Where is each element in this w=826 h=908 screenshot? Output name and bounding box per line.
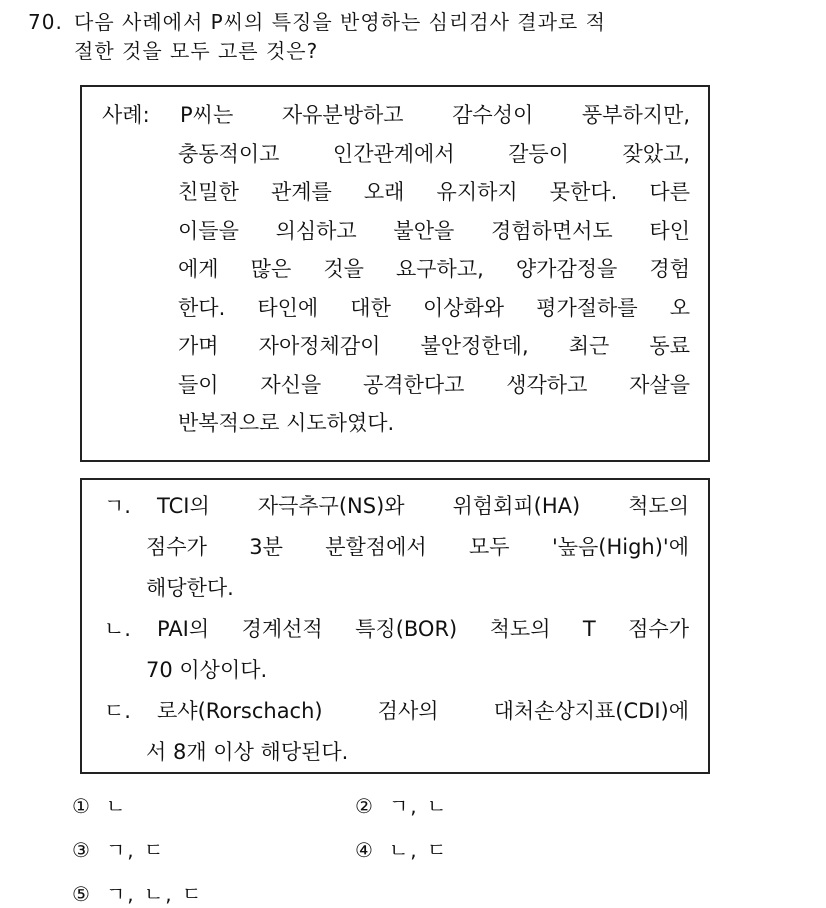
answer-choice-2[interactable] [355,792,448,820]
case-text-line: 들이 자신을 공격한다고 생각하고 자살을 [178,372,690,397]
choice-text: ㄴ, ㄷ [388,838,449,862]
statements-box [80,478,710,774]
case-text-line: 이들을 의심하고 불안을 경험하면서도 타인 [178,218,690,243]
case-text-line: 반복적으로 시도하였다. [178,411,395,435]
answer-choice-1[interactable] [72,792,127,820]
case-text-line: 가며 자아정체감이 불안정한데, 최근 동료 [178,334,690,358]
case-text-line: 한다. 타인에 대한 이상화와 평가절하를 오 [178,295,690,320]
choice-text: ㄱ, ㄴ [388,794,449,818]
statement-text-line: 점수가 3분 분할점에서 모두 '높음(High)'에 [146,535,689,559]
statement-text-line: 로샤(Rorschach) 검사의 대처손상지표(CDI)에 [157,699,689,723]
statement-text-line: TCI의 자극추구(NS)와 위험회피(HA) 척도의 [157,494,689,518]
statement-marker: ㄷ. [104,699,131,723]
case-label: 사례: [102,103,150,127]
choice-number: ① [72,794,92,818]
case-text-line: 에게 많은 것을 요구하고, 양가감정을 경험 [178,257,690,281]
choice-number: ④ [355,838,375,862]
case-text-line: 친밀한 관계를 오래 유지하지 못한다. 다른 [178,180,690,204]
question-text-line: 절한 것을 모두 고른 것은? [74,39,319,63]
statement-marker: ㄴ. [104,617,131,641]
question-number: 70. [28,10,63,34]
choice-text: ㄱ, ㄷ [105,838,166,862]
choice-number: ⑤ [72,882,92,906]
statement-text-line: 서 8개 이상 해당된다. [146,740,349,764]
choice-number: ② [355,794,375,818]
case-text-line: P씨는 자유분방하고 감수성이 풍부하지만, [180,103,690,127]
choice-number: ③ [72,838,92,862]
case-text-line: 충동적이고 인간관계에서 갈등이 잦았고, [178,141,690,166]
answer-choice-4[interactable] [355,836,448,864]
choice-text: ㄱ, ㄴ, ㄷ [105,882,204,906]
statement-marker: ㄱ. [104,494,131,518]
question-text-line: 다음 사례에서 P씨의 특징을 반영하는 심리검사 결과로 적 [74,10,606,34]
question-stem [28,8,606,66]
statement-text-line: 70 이상이다. [146,658,268,682]
answer-choice-3[interactable] [72,836,165,864]
choice-text: ㄴ [105,794,128,818]
case-box [80,85,710,462]
answer-choice-5[interactable] [72,880,203,908]
statement-text-line: 해당한다. [146,576,234,600]
statement-text-line: PAI의 경계선적 특징(BOR) 척도의 T 점수가 [157,617,689,641]
